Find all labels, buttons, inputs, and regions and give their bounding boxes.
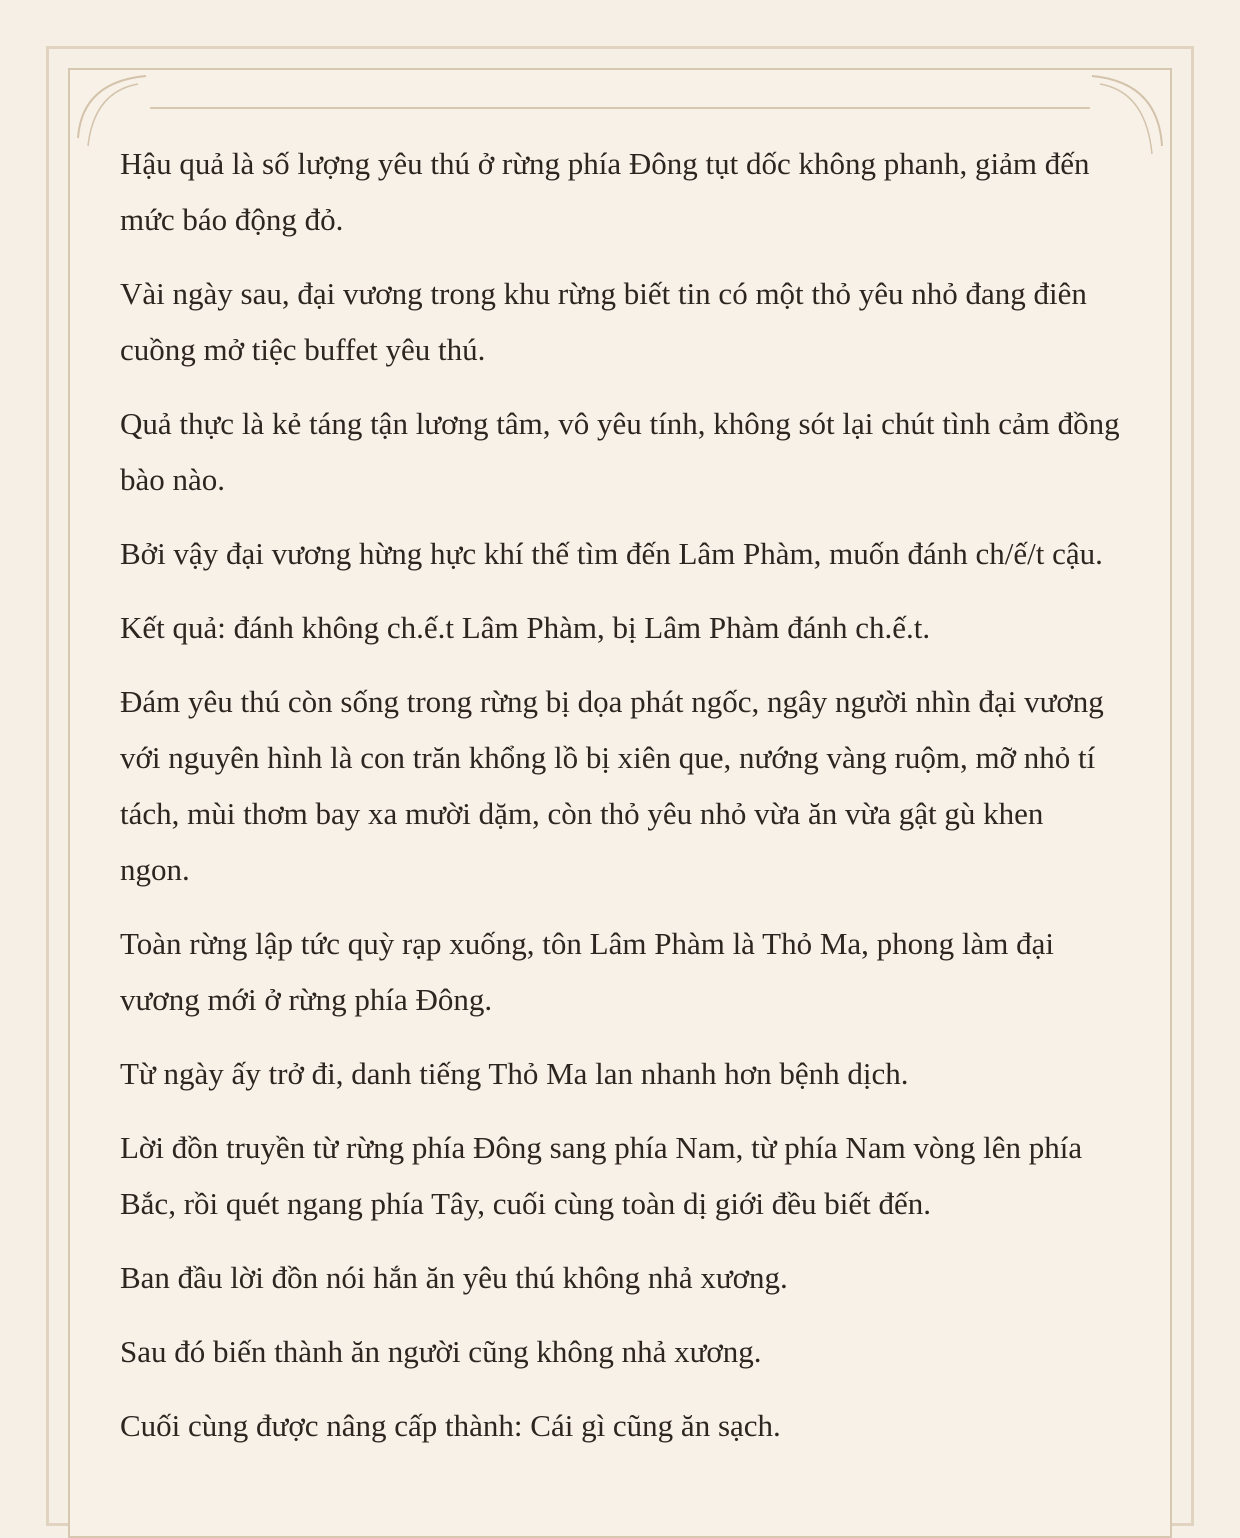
story-text <box>120 136 1120 1472</box>
paragraph: Vài ngày sau, đại vương trong khu rừng biết tin có một thỏ yêu nhỏ đang điên cuồng mở tiệc buffet yêu thú. <box>120 276 1087 367</box>
paragraph: Ban đầu lời đồn nói hắn ăn yêu thú không nhả xương. <box>120 1260 788 1295</box>
paragraph: Sau đó biến thành ăn người cũng không nhả xương. <box>120 1334 762 1369</box>
paragraph: Từ ngày ấy trở đi, danh tiếng Thỏ Ma lan nhanh hơn bệnh dịch. <box>120 1056 909 1091</box>
paragraph: Bởi vậy đại vương hừng hực khí thế tìm đến Lâm Phàm, muốn đánh ch/ế/t cậu. <box>120 536 1103 571</box>
paragraph: Hậu quả là số lượng yêu thú ở rừng phía Đông tụt dốc không phanh, giảm đến mức báo động đỏ. <box>120 146 1090 237</box>
paragraph: Đám yêu thú còn sống trong rừng bị dọa phát ngốc, ngây người nhìn đại vương với nguyên hình là con trăn khổng lồ bị xiên que, nướng vàng ruộm, mỡ nhỏ tí tách, mùi thơm bay xa mười dặm, còn thỏ yêu nhỏ vừa ăn vừa gật gù khen ngon. <box>120 684 1104 887</box>
paragraph: Kết quả: đánh không ch.ế.t Lâm Phàm, bị Lâm Phàm đánh ch.ế.t. <box>120 610 931 645</box>
paragraph: Lời đồn truyền từ rừng phía Đông sang phía Nam, từ phía Nam vòng lên phía Bắc, rồi quét ngang phía Tây, cuối cùng toàn dị giới đều biết đến. <box>120 1130 1083 1221</box>
paragraph: Quả thực là kẻ táng tận lương tâm, vô yêu tính, không sót lại chút tình cảm đồng bào nào. <box>120 406 1120 497</box>
paragraph: Toàn rừng lập tức quỳ rạp xuống, tôn Lâm Phàm là Thỏ Ma, phong làm đại vương mới ở rừng phía Đông. <box>120 926 1054 1017</box>
paragraph: Cuối cùng được nâng cấp thành: Cái gì cũng ăn sạch. <box>120 1408 781 1443</box>
